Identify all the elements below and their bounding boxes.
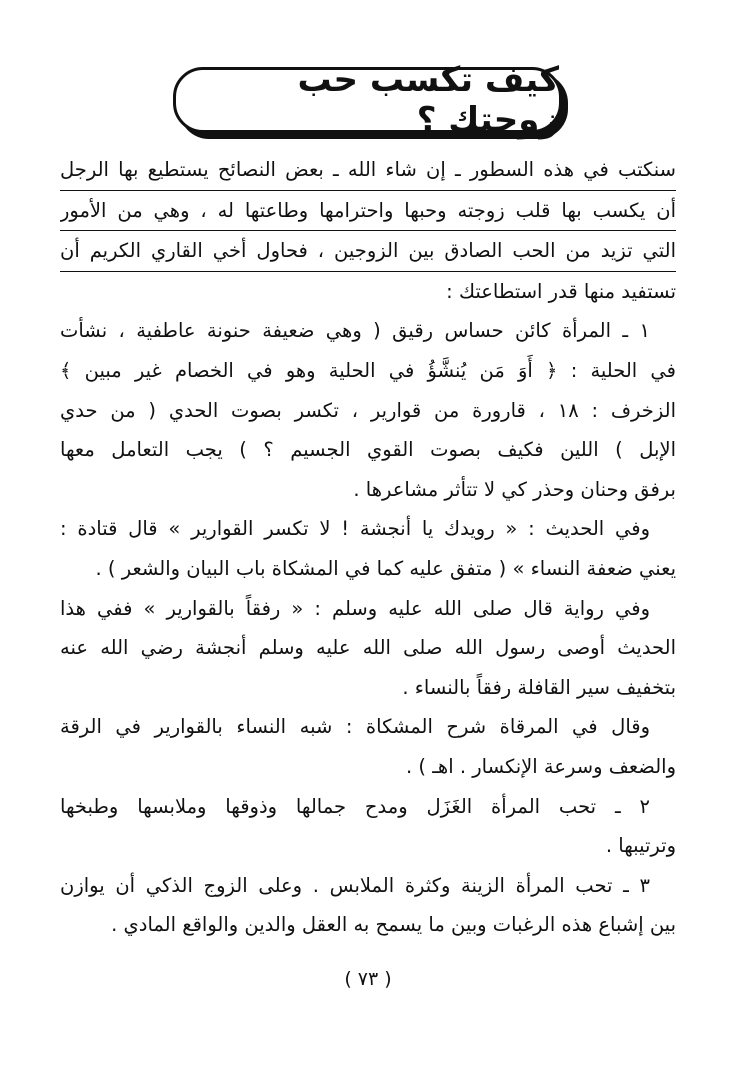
text-line: سنكتب في هذه السطور ـ إن شاء الله ـ بعض النصائح يستطيع بها الرجل xyxy=(60,150,676,191)
text-line: تستفيد منها قدر استطاعتك : xyxy=(446,279,676,303)
text-line: الحديث أوصى رسول الله صلى الله عليه وسلم أنجشة رضي الله عنه xyxy=(60,636,676,660)
page-number: ( ٧٣ ) xyxy=(344,968,392,990)
text-line: وفي الحديث : « رويدك يا أنجشة ! لا تكسر القوارير » قال قتادة : xyxy=(60,517,650,541)
text-line: الإبل ) اللين فكيف بصوت القوي الجسيم ؟ ) يجب التعامل معها xyxy=(60,438,676,462)
text-line: يعني ضعفة النساء » ( متفق عليه كما في المشكاة باب البيان والشعر ) . xyxy=(95,556,676,580)
text-line: الزخرف : ١٨ ، قارورة من قوارير ، تكسر بصوت الحدي ( من حدي xyxy=(60,398,676,422)
body-text xyxy=(60,150,676,945)
text-line: ٣ ـ تحب المرأة الزينة وكثرة الملابس . وعلى الزوج الذكي أن يوازن xyxy=(60,873,650,897)
text-line: ٢ ـ تحب المرأة الغَزَل ومدح جمالها وذوقها وملابسها وطبخها xyxy=(60,794,650,818)
text-line: والضعف وسرعة الإنكسار . اهـ ) . xyxy=(406,754,676,778)
text-line: ١ ـ المرأة كائن حساس رقيق ( وهي ضعيفة حنونة عاطفية ، نشأت xyxy=(60,319,650,343)
text-line: برفق وحنان وحذر كي لا تتأثر مشاعرها . xyxy=(353,477,676,501)
text-line: وترتيبها . xyxy=(605,834,676,858)
text-line: وقال في المرقاة شرح المشكاة : شبه النساء بالقوارير في الرقة xyxy=(60,715,650,739)
text-line: التي تزيد من الحب الصادق بين الزوجين ، فحاول أخي القاري الكريم أن xyxy=(60,231,676,272)
text-line: أن يكسب بها قلب زوجته وحبها واحترامها وطاعتها له ، وهي من الأمور xyxy=(60,191,676,232)
text-line: في الحلية : ﴿ أَوَ مَن يُنشَّؤُ في الحلية وهو في الخصام غير مبين ﴾ xyxy=(60,358,676,382)
page-title: كيف تكسب حب زوجتك ؟ xyxy=(297,60,559,140)
text-line: بتخفيف سير القافلة رفقاً بالنساء . xyxy=(402,675,676,699)
title-frame xyxy=(173,60,562,140)
text-line: وفي رواية قال صلى الله عليه وسلم : « رفقاً بالقوارير » ففي هذا xyxy=(60,596,650,620)
text-line: بين إشباع هذه الرغبات وبين ما يسمح به العقل والدين والواقع المادي . xyxy=(111,913,676,937)
